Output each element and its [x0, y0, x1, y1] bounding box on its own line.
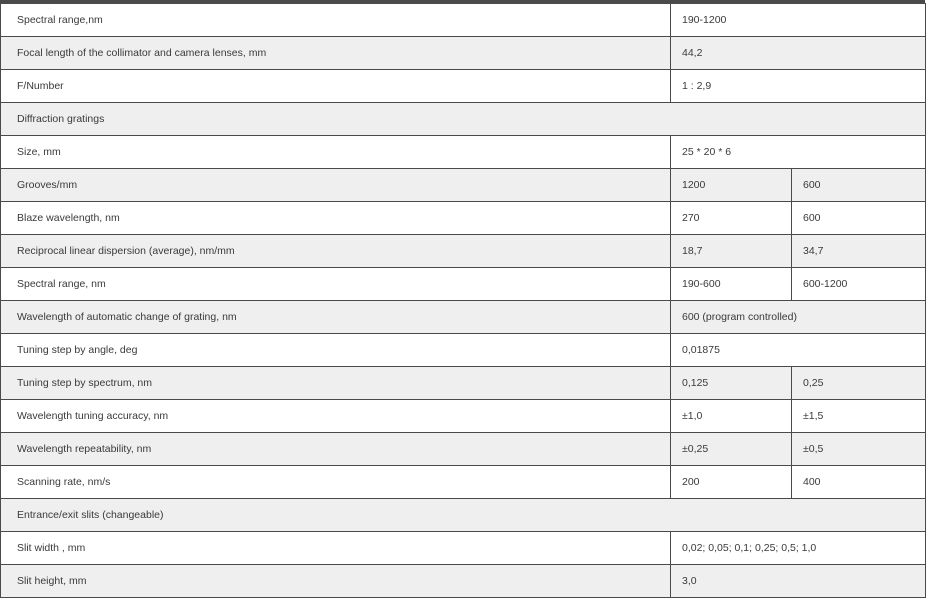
- row-value-grating-2: 34,7: [792, 235, 926, 268]
- row-value-grating-1: ±1,0: [671, 400, 792, 433]
- table-row: [1, 367, 926, 400]
- table-row: [1, 565, 926, 598]
- row-label: Grooves/mm: [1, 169, 671, 202]
- row-label: Entrance/exit slits (changeable): [1, 499, 926, 532]
- row-label: Size, mm: [1, 136, 671, 169]
- row-value-grating-1: ±0,25: [671, 433, 792, 466]
- table-row: [1, 499, 926, 532]
- row-label: Wavelength tuning accuracy, nm: [1, 400, 671, 433]
- table-row: [1, 70, 926, 103]
- row-value: 0,01875: [671, 334, 926, 367]
- row-value: 44,2: [671, 37, 926, 70]
- row-label: Wavelength repeatability, nm: [1, 433, 671, 466]
- row-label: Tuning step by spectrum, nm: [1, 367, 671, 400]
- row-value-grating-2: 600: [792, 169, 926, 202]
- row-value: 1 : 2,9: [671, 70, 926, 103]
- row-value-grating-1: 270: [671, 202, 792, 235]
- row-label: Spectral range, nm: [1, 268, 671, 301]
- table-row: [1, 334, 926, 367]
- specifications-table: [0, 3, 926, 598]
- row-label: Slit width , mm: [1, 532, 671, 565]
- row-value-grating-1: 200: [671, 466, 792, 499]
- row-value-grating-2: ±1,5: [792, 400, 926, 433]
- row-label: Scanning rate, nm/s: [1, 466, 671, 499]
- row-value-grating-2: 400: [792, 466, 926, 499]
- row-label: Diffraction gratings: [1, 103, 926, 136]
- table-row: [1, 169, 926, 202]
- table-row: [1, 268, 926, 301]
- table-row: [1, 202, 926, 235]
- row-value-grating-2: 600-1200: [792, 268, 926, 301]
- table-row: [1, 235, 926, 268]
- table-row: [1, 136, 926, 169]
- table-row: [1, 4, 926, 37]
- row-value-grating-1: 1200: [671, 169, 792, 202]
- row-value-grating-2: 0,25: [792, 367, 926, 400]
- table-row: [1, 532, 926, 565]
- table-row: [1, 37, 926, 70]
- row-value-grating-2: 600: [792, 202, 926, 235]
- row-label: F/Number: [1, 70, 671, 103]
- row-label: Blaze wavelength, nm: [1, 202, 671, 235]
- row-value-grating-1: 0,125: [671, 367, 792, 400]
- row-value: 0,02; 0,05; 0,1; 0,25; 0,5; 1,0: [671, 532, 926, 565]
- row-label: Wavelength of automatic change of grating, nm: [1, 301, 671, 334]
- specifications-table-body: [1, 4, 926, 598]
- row-value: 25 * 20 * 6: [671, 136, 926, 169]
- row-value-grating-2: ±0,5: [792, 433, 926, 466]
- table-row: [1, 400, 926, 433]
- row-value-grating-1: 18,7: [671, 235, 792, 268]
- row-label: Slit height, mm: [1, 565, 671, 598]
- row-value: 3,0: [671, 565, 926, 598]
- table-row: [1, 103, 926, 136]
- table-row: [1, 301, 926, 334]
- row-value: 600 (program controlled): [671, 301, 926, 334]
- row-value: 190-1200: [671, 4, 926, 37]
- row-label: Tuning step by angle, deg: [1, 334, 671, 367]
- table-row: [1, 466, 926, 499]
- row-label: Focal length of the collimator and camera lenses, mm: [1, 37, 671, 70]
- row-label: Spectral range,nm: [1, 4, 671, 37]
- row-label: Reciprocal linear dispersion (average), nm/mm: [1, 235, 671, 268]
- table-row: [1, 433, 926, 466]
- row-value-grating-1: 190-600: [671, 268, 792, 301]
